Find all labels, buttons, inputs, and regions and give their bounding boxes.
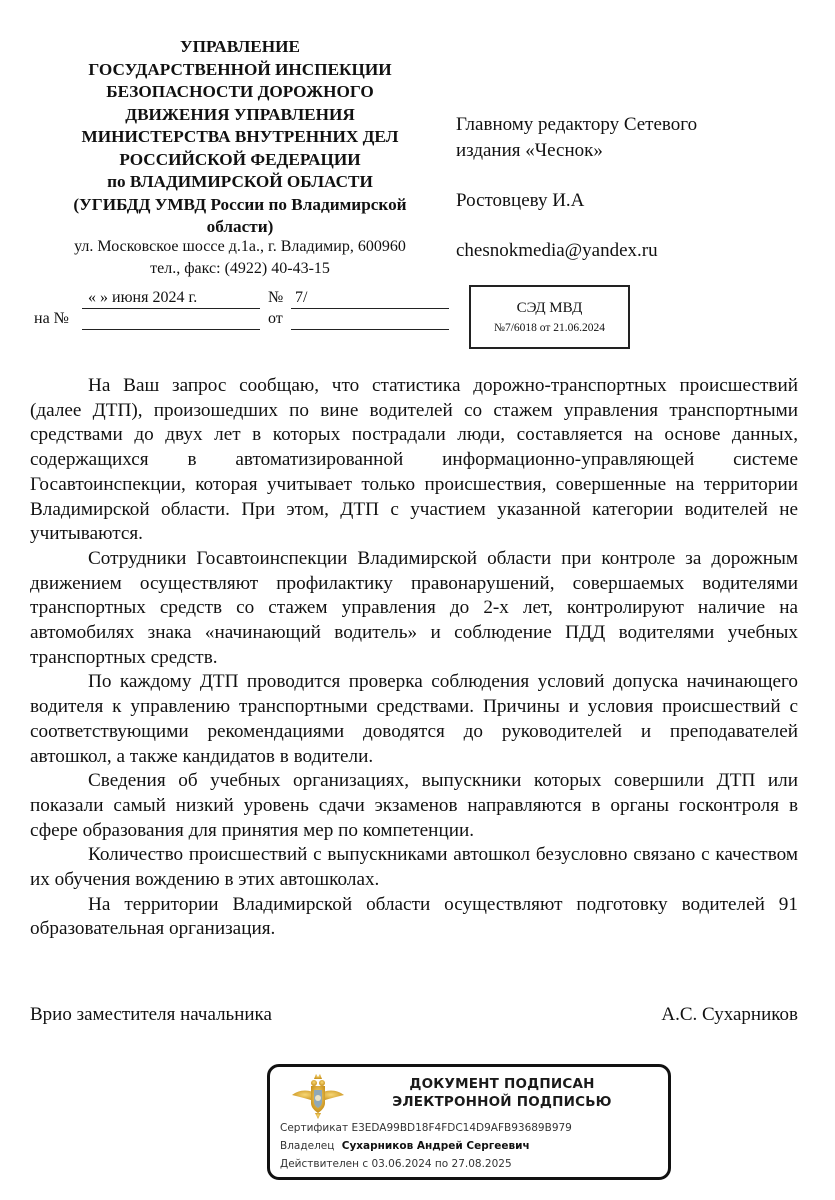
org-line: БЕЗОПАСНОСТИ ДОРОЖНОГО	[106, 82, 374, 101]
org-phone: тел., факс: (4922) 40-43-15	[150, 260, 330, 277]
body-paragraph: Сотрудники Госавтоинспекции Владимирской области при контроле за дорожным движением осуществляют профилактику правонарушений, совершаемых водителями транспортных средств со стажем управления до 2-х лет, контролируют наличие на автомобилях знака «начинающий водитель» и соблюдение ПДД водителями учебных транспортных средств.	[30, 547, 798, 668]
certificate-value: E3EDA99BD18F4FDC14D9AFB93689B979	[351, 1122, 572, 1134]
recipient-position: Главному редактору Сетевого	[456, 114, 698, 135]
in-reply-number-field	[82, 309, 260, 330]
certificate-row	[280, 1121, 572, 1135]
in-reply-label: на №	[34, 310, 69, 327]
recipient-email: chesnokmedia@yandex.ru	[456, 240, 658, 261]
esignature-title	[352, 1075, 652, 1111]
outgoing-date-value: « » июня 2024 г.	[88, 289, 198, 306]
sed-registration-stamp	[469, 285, 630, 349]
esignature-title-line2: ЭЛЕКТРОННОЙ ПОДПИСЬЮ	[392, 1094, 612, 1110]
organization-contacts	[30, 236, 450, 280]
in-reply-date-field	[291, 309, 449, 330]
sed-stamp-number: №7/6018 от 21.06.2024	[493, 322, 606, 334]
recipient-block	[456, 112, 816, 264]
org-line: (УГИБДД УМВД России по Владимирской	[73, 194, 407, 214]
mvd-eagle-emblem-icon	[290, 1071, 346, 1121]
in-reply-from-label: от	[268, 310, 283, 327]
recipient-publication: издания «Чеснок»	[456, 140, 603, 161]
body-paragraph: На Ваш запрос сообщаю, что статистика дорожно-транспортных происшествий (далее ДТП), произошедших по вине водителей со стажем управления транспортными средствами до двух лет в которых пострадали люди, составляется на основе данных, содержащихся в автоматизированной информационно-управляющей системе Госавтоинспекции, которая учитывает только происшествия, совершенные на территории Владимирской области. При этом, ДТП с участием указанной категории водителей не учитываются.	[30, 375, 798, 545]
outgoing-number-label: №	[268, 289, 284, 306]
certificate-label: Сертификат	[280, 1122, 349, 1134]
org-line: области)	[206, 217, 274, 236]
signatory-name: А.С. Сухарников	[661, 1004, 798, 1025]
esignature-title-line1: ДОКУМЕНТ ПОДПИСАН	[409, 1076, 595, 1092]
org-line: ДВИЖЕНИЯ УПРАВЛЕНИЯ	[125, 104, 355, 124]
org-line: РОССИЙСКОЙ ФЕДЕРАЦИИ	[119, 149, 361, 169]
outgoing-number-value: 7/	[295, 289, 308, 306]
owner-row	[280, 1139, 530, 1153]
electronic-signature-stamp	[267, 1064, 671, 1180]
org-line: по ВЛАДИМИРСКОЙ ОБЛАСТИ	[107, 172, 373, 191]
org-address: ул. Московское шоссе д.1а., г. Владимир, 600960	[74, 238, 406, 255]
letter-body	[30, 374, 798, 942]
body-paragraph: На территории Владимирской области осуществляют подготовку водителей 91 образовательная организация.	[30, 893, 798, 940]
owner-label: Владелец	[280, 1140, 335, 1152]
owner-value: Сухарников Андрей Сергеевич	[341, 1140, 530, 1152]
org-line: МИНИСТЕРСТВА ВНУТРЕННИХ ДЕЛ	[81, 127, 399, 146]
org-line: ГОСУДАРСТВЕННОЙ ИНСПЕКЦИИ	[88, 59, 392, 79]
body-paragraph: Количество происшествий с выпускниками автошкол безусловно связано с качеством их обучения вождению в этих автошколах.	[30, 844, 798, 891]
sed-stamp-title: СЭД МВД	[516, 300, 583, 316]
outgoing-number-field	[291, 288, 449, 309]
validity-row: Действителен с 03.06.2024 по 27.08.2025	[280, 1158, 512, 1170]
outgoing-date-field	[82, 288, 260, 309]
recipient-name: Ростовцеву И.А	[456, 190, 585, 211]
body-paragraph: По каждому ДТП проводится проверка соблюдения условий допуска начинающего водителя к управлению транспортными средствами. Причины и условия происшествий с соответствующими рекомендациями доводятся до руководителей и преподавателей автошкол, а также кандидатов в водители.	[30, 671, 798, 767]
org-line: УПРАВЛЕНИЕ	[180, 37, 300, 56]
signatory-position: Врио заместителя начальника	[30, 1004, 272, 1025]
organization-header	[30, 36, 450, 239]
body-paragraph: Сведения об учебных организациях, выпускники которых совершили ДТП или показали самый низкий уровень сдачи экзаменов направляются в органы госконтроля в сфере образования для принятия мер по компетенции.	[30, 770, 798, 841]
